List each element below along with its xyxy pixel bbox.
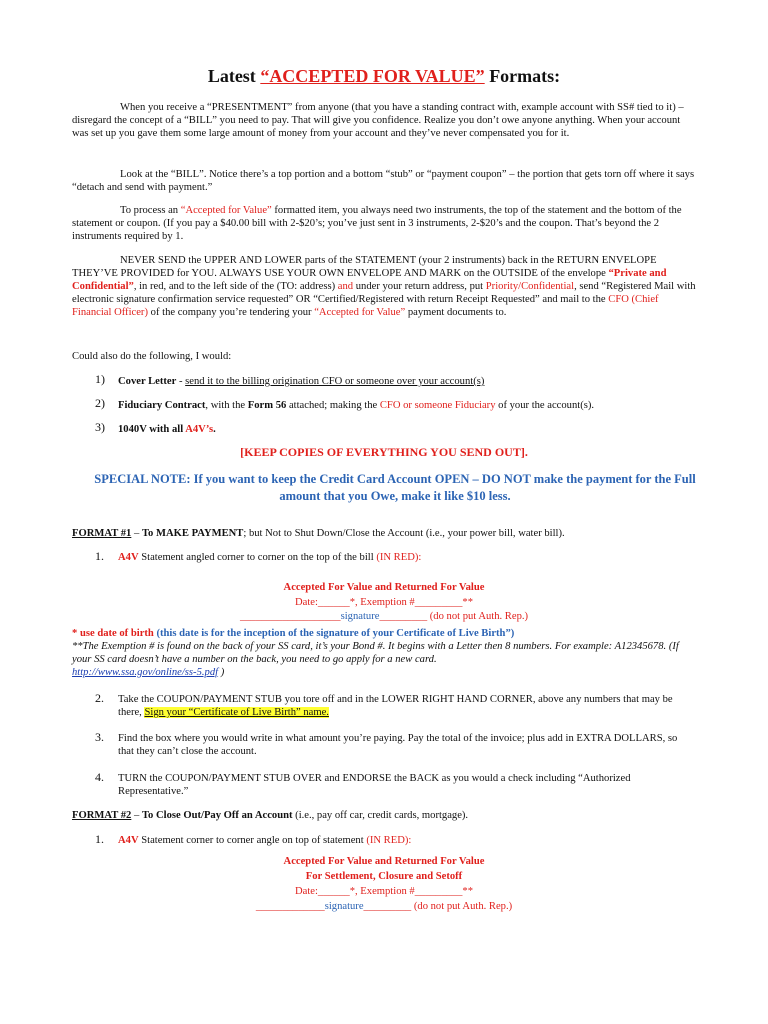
p4-c: under your return address, put: [353, 281, 486, 292]
step-in-red: (IN RED):: [366, 835, 412, 846]
list-item-1040v: [118, 423, 216, 436]
format-1-bold: To MAKE PAYMENT: [141, 528, 244, 539]
paragraph-presentment: When you receive a “PRESENTMENT” from anyone (that you have a standing contract with, example account with SS# tied to it) – disregard the concept of a “BILL” you need to pay. That will give you confidence. Realize you don’t owe anyone anything. When your account was set up you gave them some large amount of money from your account and they’ve never compensated you for it.: [72, 102, 684, 139]
step-2-highlight: Sign your “Certificate of Live Birth” name.: [144, 707, 329, 718]
form-56-label: Form 56: [247, 400, 287, 411]
footnote-exemption-text: **The Exemption # is found on the back of your SS card, it’s your Bond #. It begins with a Letter then 8 numbers. For example: A12345678. (If your SS card doesn’t have a number on the back, you need to go apply for a new card.: [72, 641, 679, 665]
format-1-step-4: TURN the COUPON/PAYMENT STUB OVER and ENDORSE the BACK as you would a check including “Authorized Representative.”: [118, 773, 631, 797]
format-1-label: FORMAT #1: [72, 528, 132, 539]
could-also-line: Could also do the following, I would:: [72, 351, 232, 362]
list-number: 2): [95, 396, 105, 410]
step-a4v: A4V: [118, 835, 139, 846]
step-a4v: A4V: [118, 552, 139, 563]
stamp-2-line2: For Settlement, Closure and Setoff: [305, 871, 463, 882]
step-text: Statement angled corner to corner on the top of the bill: [138, 552, 377, 563]
list-number: 3): [95, 420, 105, 434]
step-2-text: Take the COUPON/PAYMENT STUB you tore off and in the LOWER RIGHT HAND CORNER, above any numbers that may be there,: [118, 694, 673, 718]
p3-b: formatted item, you always need two instruments, the top of the statement and the bottom of the statement or coupon. (If you pay a $40.00 bill with 2-$20’s; you’ve just sent in 3 instruments, 2-$20’s and the coupon. That’s beyond the 2 instruments required by 1.: [72, 205, 682, 242]
sig-label: signature: [340, 611, 380, 622]
sig-label: signature: [324, 901, 364, 912]
ss5-link[interactable]: http://www.ssa.gov/online/ss-5.pdf: [72, 667, 219, 678]
p4-private-confidential: “Private and Confidential”: [72, 268, 667, 292]
p4-cfo: CFO (Chief Financial Officer): [72, 294, 659, 318]
p4-priority: Priority/Confidential: [485, 281, 575, 292]
footnote-star: *: [72, 628, 80, 639]
list-number: 3.: [95, 730, 104, 744]
stamp-1-date: Date:______*, Exemption #_________**: [294, 597, 473, 608]
sig-pre: _____________: [255, 901, 325, 912]
fiduciary-mid: , with the: [205, 400, 248, 411]
paragraph-bill-text: Look at the “BILL”. Notice there’s a top portion and a bottom “stub” or “payment coupon” – the portion that gets torn off where it says “detach and send with payment.”: [72, 169, 695, 193]
list-number: 4.: [95, 770, 104, 784]
list-item-fiduciary: [118, 399, 594, 412]
stamp-2-date: Date:______*, Exemption #_________**: [294, 886, 473, 897]
p4-a: NEVER SEND the UPPER AND LOWER parts of the STATEMENT (your 2 instruments) back in the RETURN ENVELOPE THEY’VE PROVIDED for YOU. ALWAYS USE YOUR OWN ENVELOPE AND MARK on the OUTSIDE of the envelope: [72, 255, 657, 279]
footnote-exemption: [72, 640, 696, 679]
p4-e: of the company you’re tendering your: [148, 307, 315, 318]
cover-letter-label: Cover Letter: [118, 376, 177, 387]
footnote-red: use date of birth: [79, 628, 154, 639]
list-number: 2.: [95, 691, 104, 705]
fiduciary-red: CFO or someone Fiduciary: [379, 400, 496, 411]
page-title: [0, 66, 768, 87]
sig-post: _________: [363, 901, 412, 912]
p3-red: “Accepted for Value”: [180, 205, 272, 216]
sig-post: _________: [379, 611, 428, 622]
p3-a: To process an: [120, 205, 181, 216]
p4-b: , in red, and to the left side of the (TO: address): [133, 281, 338, 292]
format-2-rest: (i.e., pay off car, credit cards, mortgage).: [292, 810, 469, 821]
fiduciary-mid2: attached; making the: [286, 400, 380, 411]
link-end: ): [218, 667, 225, 678]
title-highlight: “ACCEPTED FOR VALUE”: [260, 66, 485, 86]
footnote-blue: (this date is for the inception of the signature of your Certificate of Live Birth”): [153, 628, 515, 639]
fiduciary-label: Fiduciary Contract: [118, 400, 206, 411]
stamp-1-signature: [0, 610, 768, 623]
title-suffix: Formats:: [484, 66, 561, 86]
p4-and: and: [337, 281, 354, 292]
p4-d: , send “Registered Mail with electronic signature confirmation service requested” OR “Certified/Registered with return Receipt Requested” and mail to the: [72, 281, 696, 305]
list-number: 1): [95, 372, 105, 386]
keep-copies-note: [KEEP COPIES OF EVERYTHING YOU SEND OUT].: [240, 445, 528, 459]
cover-letter-text: send it to the billing origination CFO or someone over your account(s): [185, 376, 485, 387]
format-2-step-1: [118, 834, 411, 847]
step-in-red: (IN RED):: [376, 552, 422, 563]
title-prefix: Latest: [207, 66, 261, 86]
sig-pre: ___________________: [239, 611, 341, 622]
format-1-rest: ; but Not to Shut Down/Close the Account (i.e., your power bill, water bill).: [243, 528, 565, 539]
format-2-heading: [72, 809, 696, 822]
format-1-step-2: [118, 693, 678, 719]
stamp-2-signature: [0, 900, 768, 913]
format-1-heading: [72, 527, 696, 540]
format-1-dash: –: [131, 528, 142, 539]
paragraph-bill: [72, 168, 696, 194]
format-2-dash: –: [131, 810, 142, 821]
p4-f: payment documents to.: [405, 307, 507, 318]
list-item-cover-letter: [118, 375, 484, 388]
list-number: 1.: [95, 549, 104, 563]
fiduciary-end: of your the account(s).: [495, 400, 595, 411]
1040v-label: 1040V with all: [118, 424, 186, 435]
list-number: 1.: [95, 832, 104, 846]
a4v-red: A4V’s: [185, 424, 214, 435]
format-1-step-3: Find the box where you would write in what amount you’re paying. Pay the total of the invoice; plus add in EXTRA DOLLARS, so that they can’t close the account.: [118, 733, 678, 757]
format-2-label: FORMAT #2: [72, 810, 132, 821]
sig-note: (do not put Auth. Rep.): [411, 901, 513, 912]
format-2-bold: To Close Out/Pay Off an Account: [141, 810, 293, 821]
sig-note: (do not put Auth. Rep.): [427, 611, 529, 622]
paragraph-process: [72, 204, 696, 243]
stamp-1-line1: Accepted For Value and Returned For Value: [283, 582, 485, 593]
special-note: SPECIAL NOTE: If you want to keep the Credit Card Account OPEN – DO NOT make the payment for the Full amount that you Owe, make it like $10 less.: [94, 472, 696, 503]
p4-afv: “Accepted for Value”: [314, 307, 406, 318]
1040v-end: .: [213, 424, 216, 435]
cover-letter-sep: -: [176, 376, 186, 387]
format-1-step-1: [118, 551, 421, 564]
stamp-2-line1: Accepted For Value and Returned For Value: [283, 856, 485, 867]
step-text: Statement corner to corner angle on top of statement: [138, 835, 367, 846]
footnote-date-of-birth: [72, 627, 696, 640]
paragraph-never-send: [72, 254, 696, 319]
